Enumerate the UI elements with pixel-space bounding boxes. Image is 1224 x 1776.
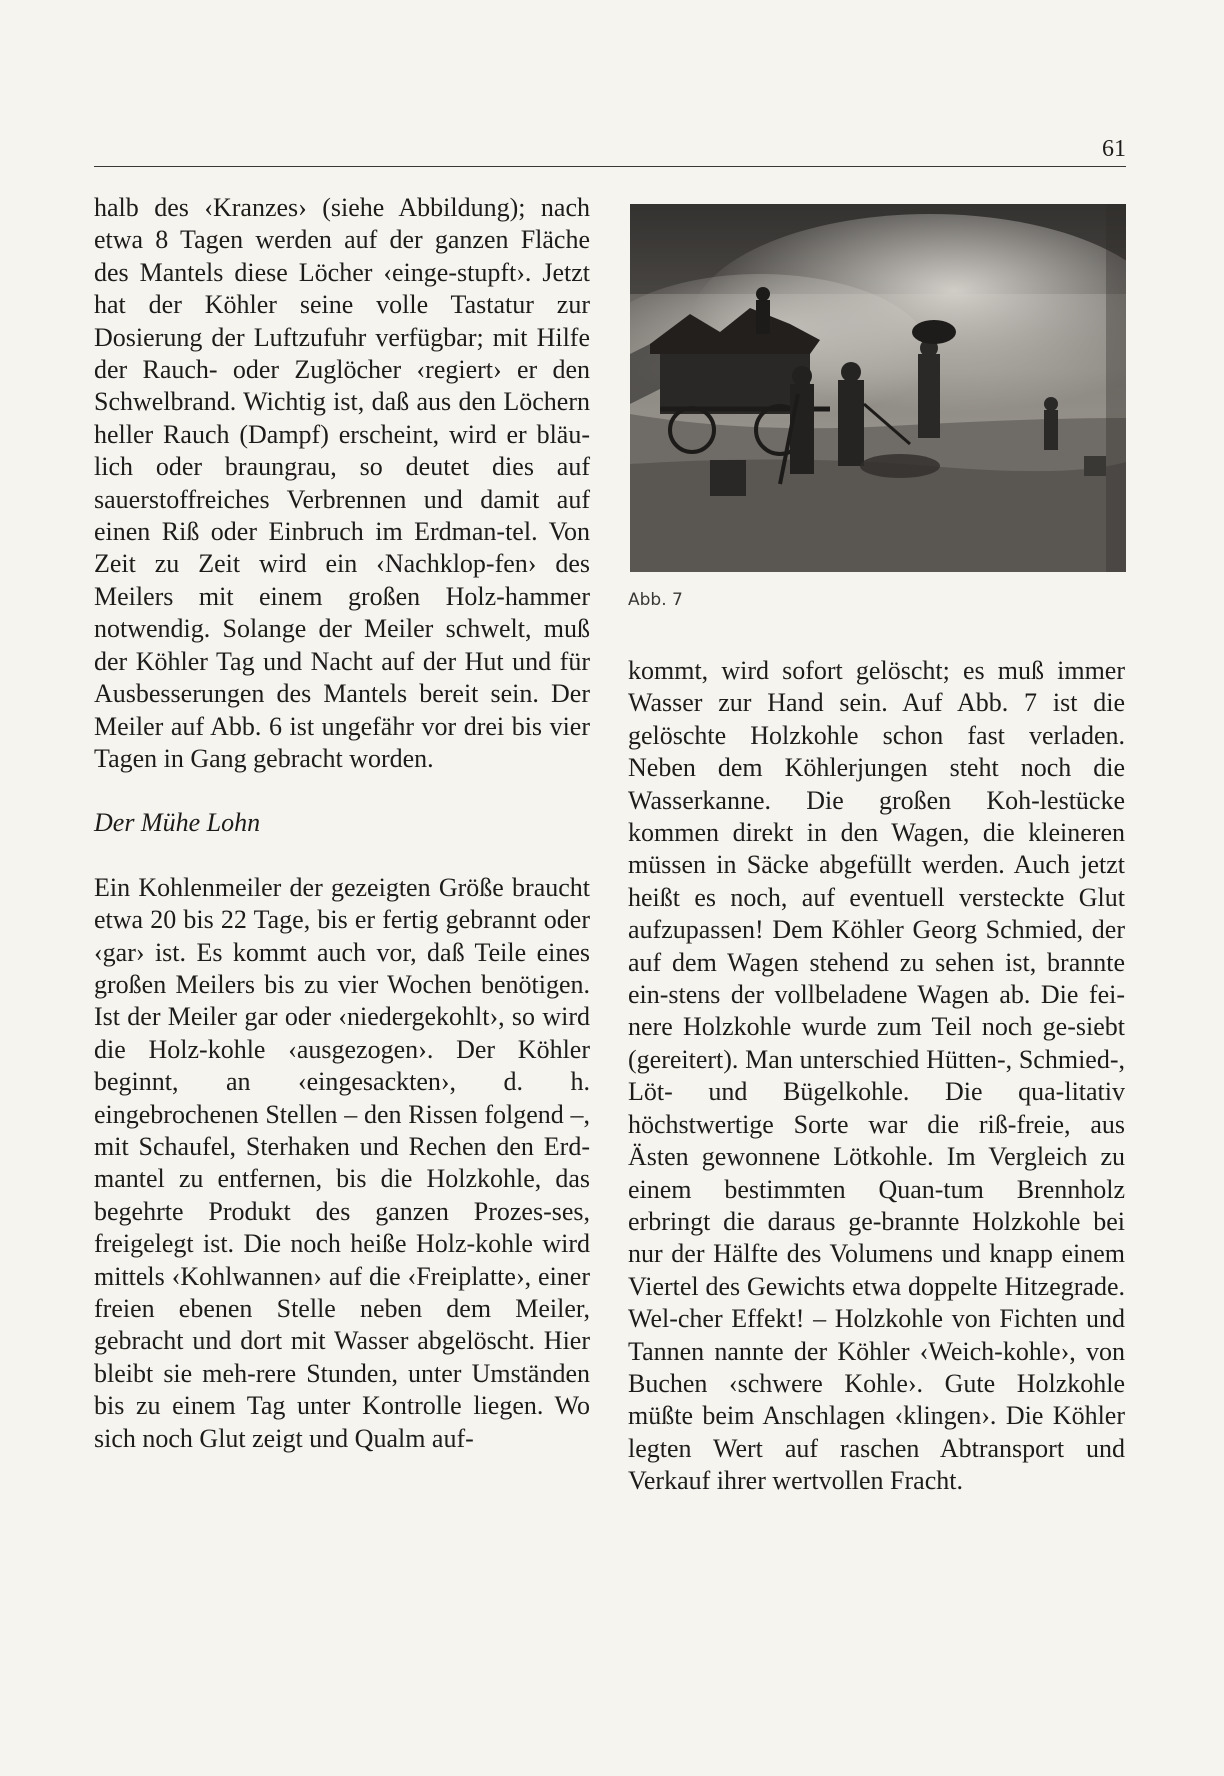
figure-caption: Abb. 7 xyxy=(628,590,683,610)
header-rule xyxy=(94,166,1126,167)
body-paragraph: Ein Kohlenmeiler der gezeigten Größe braucht etwa 20 bis 22 Tage, bis er fertig gebrannt oder ‹gar› ist. Es kommt auch vor, daß Teile eines großen Meilers bis zu vier Wochen benötigen. Ist der Meiler gar oder ‹niedergekohlt›, so wird die Holz-kohle ‹ausgezogen›. Der Köhler beginnt, an ‹eingesackten›, d. h. eingebrochenen Stellen – den Rissen folgend –, mit Schaufel, Sterhaken und Rechen den Erd-mantel zu entfernen, bis die Holzkohle, das begehrte Produkt des ganzen Prozes-ses, freigelegt ist. Die noch heiße Holz-kohle wird mittels ‹Kohlwannen› auf die ‹Freiplatte›, einer freien ebenen Stelle neben dem Meiler, gebracht und dort mit Wasser abgelöscht. Hier bleibt sie meh-rere Stunden, unter Umständen bis zu einem Tag unter Kontrolle liegen. Wo sich noch Glut zeigt und Qualm auf- xyxy=(94,872,590,1453)
page-number: 61 xyxy=(1102,136,1126,162)
section-heading: Der Mühe Lohn xyxy=(94,808,261,838)
figure-photo xyxy=(630,204,1126,572)
body-paragraph: kommt, wird sofort gelöscht; es muß immer Wasser zur Hand sein. Auf Abb. 7 ist die gelöschte Holzkohle schon fast verladen. Neben dem Köhlerjungen steht noch die Wasserkanne. Die großen Koh-lestücke kommen direkt in den Wagen, die kleineren müssen in Säcke abgefüllt werden. Auch jetzt heißt es noch, auf eventuell versteckte Glut aufzupassen! Dem Köhler Georg Schmied, der auf dem Wagen stehend zu sehen ist, brannte ein-stens der vollbeladene Wagen ab. Die fei-nere Holzkohle wurde zum Teil noch ge-siebt (gereitert). Man unterschied Hütten-, Schmied-, Löt- und Bügelkohle. Die qua-litativ höchstwertige Sorte war die riß-freie, aus Ästen gewonnene Lötkohle. Im Vergleich zu einem bestimmten Quan-tum Brennholz erbringt die daraus ge-brannte Holzkohle bei nur der Hälfte des Volumens und knapp einem Viertel des Gewichts etwa doppelte Hitzegrade. Wel-cher Effekt! – Holzkohle von Fichten und Tannen nannte der Köhler ‹Weich-kohle›, von Buchen ‹schwere Kohle›. Gute Holzkohle müßte beim Anschlagen ‹klingen›. Die Köhler legten Wert auf raschen Abtransport und Verkauf ihrer wertvollen Fracht. xyxy=(628,656,1125,1496)
charcoal-burners-photo xyxy=(630,204,1126,572)
right-column xyxy=(628,655,1125,1498)
left-column xyxy=(94,192,590,1455)
body-paragraph: halb des ‹Kranzes› (siehe Abbildung); nach etwa 8 Tagen werden auf der ganzen Fläche des Mantels diese Löcher ‹einge-stupft›. Jetzt hat der Köhler seine volle Tastatur zur Dosierung der Luftzufuhr verfügbar; mit Hilfe der Rauch- oder Zuglöcher ‹regiert› er den Schwelbrand. Wichtig ist, daß aus den Löchern heller Rauch (Dampf) erscheint, wird er bläu-lich oder braungrau, so deutet dies auf sauerstoffreiches Verbrennen und damit auf einen Riß oder Einbruch im Erdman-tel. Von Zeit zu Zeit wird ein ‹Nachklop-fen› des Meilers mit einem großen Holz-hammer notwendig. Solange der Meiler schwelt, muß der Köhler Tag und Nacht auf der Hut und für Ausbesserungen des Mantels bereit sein. Der Meiler auf Abb. 6 ist ungefähr vor drei bis vier Tagen in Gang gebracht worden. xyxy=(94,193,590,773)
